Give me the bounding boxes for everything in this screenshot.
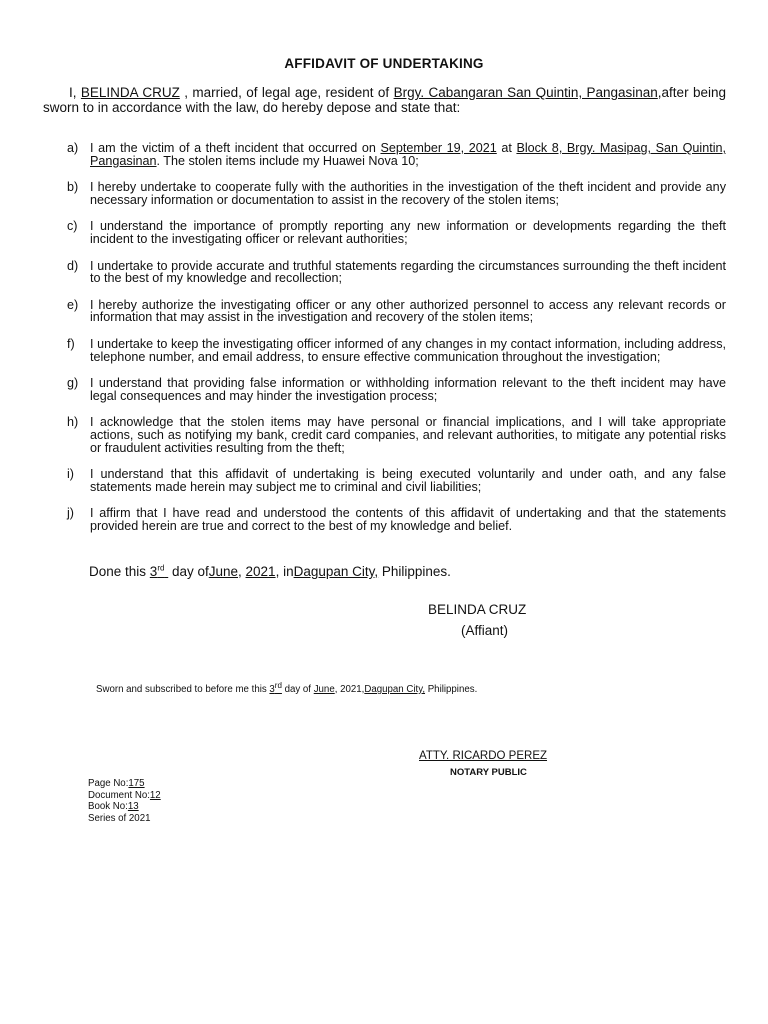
- item-label: h): [67, 415, 79, 430]
- affiant-address: Brgy. Cabangaran San Quintin, Pangasinan: [393, 85, 658, 100]
- notary-name: ATTY. RICARDO PEREZ: [419, 750, 548, 762]
- book-number-value: 13: [127, 801, 139, 812]
- jurat-line: [96, 680, 478, 695]
- done-comma: ,: [238, 564, 246, 579]
- sworn-prefix: Sworn and subscribed to before me this: [96, 684, 270, 695]
- item-label: g): [67, 376, 79, 391]
- sworn-day: [269, 680, 282, 695]
- intro-suffix: ,after being sworn to in accordance with the law, do hereby depose and state that:: [43, 85, 726, 115]
- sworn-suffix: Philippines.: [425, 684, 478, 695]
- done-day-number: 3: [149, 564, 158, 579]
- done-day: [150, 564, 168, 579]
- intro-paragraph: [43, 85, 726, 115]
- incident-place: Block 8, Brgy. Masipag, San Quintin, Pangasinan: [90, 141, 726, 168]
- item-text: I acknowledge that the stolen items may have personal or financial implications, and I will take appropriate actions, such as notifying my bank, credit card companies, and relevant authorities, to mitigate any potential risks or fraudulent activities resulting from the theft;: [90, 415, 726, 455]
- sworn-mid2: , 2021,: [334, 684, 365, 695]
- sworn-city: Dagupan City,: [364, 684, 426, 695]
- item-label: d): [67, 258, 79, 273]
- notarial-register-info: [88, 778, 161, 824]
- affiant-role: (Affiant): [461, 623, 509, 638]
- page-number-line: [88, 778, 161, 790]
- item-label: c): [67, 219, 78, 234]
- undertaking-list: [43, 142, 726, 546]
- item-text: I hereby undertake to cooperate fully with the authorities in the investigation of the theft incident and provide any necessary information or documentation to assist in the recovery of the stolen items;: [90, 180, 726, 207]
- item-text: I understand the importance of promptly reporting any new information or developments regarding the theft incident to the investigating officer or relevant authorities;: [90, 219, 726, 246]
- incident-date: September 19, 2021: [380, 141, 497, 155]
- sworn-day-suffix: rd: [274, 680, 282, 690]
- list-item-b: [43, 181, 726, 206]
- item-text: I affirm that I have read and understood the contents of this affidavit of undertaking and that the statements provided herein are true and correct to the best of my knowledge and belief.: [90, 506, 726, 533]
- done-city: Dagupan City,: [293, 564, 379, 579]
- affiant-signature-name: BELINDA CRUZ: [428, 602, 527, 617]
- item-a-text-3: . The stolen items include my Huawei Nova 10;: [156, 153, 419, 168]
- sworn-day-number: 3: [269, 684, 275, 695]
- item-label: f): [67, 336, 75, 351]
- list-item-h: [43, 416, 726, 454]
- document-number-value: 12: [149, 789, 161, 801]
- done-suffix: Philippines.: [378, 564, 451, 579]
- affiant-name-inline: BELINDA CRUZ: [80, 85, 180, 100]
- sworn-month: June: [313, 684, 335, 695]
- done-mid1: day of: [168, 564, 209, 579]
- document-title: AFFIDAVIT OF UNDERTAKING: [284, 56, 484, 71]
- document-number-label: Document No:: [88, 789, 150, 801]
- sworn-mid1: day of: [281, 684, 314, 695]
- item-label: i): [67, 467, 74, 482]
- item-text: I understand that this affidavit of undertaking is being executed voluntarily and under oath, and any false statements made herein may subject me to criminal and civil liabilities;: [90, 467, 726, 494]
- done-year: 2021: [245, 564, 276, 579]
- item-text: I understand that providing false information or withholding information relevant to the theft incident may have legal consequences and may hinder the investigation process;: [90, 376, 726, 403]
- list-item-g: [43, 377, 726, 402]
- list-item-c: [43, 220, 726, 245]
- list-item-f: [43, 338, 726, 363]
- list-item-i: [43, 468, 726, 493]
- item-label: a): [67, 141, 79, 155]
- intro-middle: , married, of legal age, resident of: [179, 85, 394, 100]
- item-text: I undertake to keep the investigating officer informed of any changes in my contact information, including address, telephone number, and email address, to ensure effective communication throughout the investigation;: [90, 336, 726, 364]
- item-text: I hereby authorize the investigating officer or any other authorized personnel to access any relevant records or information that may assist in the investigation and recovery of the stolen items;: [90, 297, 726, 325]
- item-label: j): [67, 506, 74, 521]
- done-day-suffix: rd: [157, 563, 165, 573]
- series-line: Series of 2021: [88, 812, 151, 824]
- item-text: I undertake to provide accurate and truthful statements regarding the circumstances surrounding the theft incident to the best of my knowledge and recollection;: [90, 258, 726, 286]
- done-mid2: , in: [275, 564, 294, 579]
- item-label: b): [67, 180, 79, 195]
- document-number-line: [88, 790, 161, 802]
- item-a-text-2: at: [496, 141, 517, 155]
- execution-line: [89, 564, 451, 579]
- list-item-j: [43, 507, 726, 532]
- done-prefix: Done this: [89, 564, 150, 579]
- list-item-e: [43, 299, 726, 324]
- item-label: e): [67, 297, 79, 312]
- list-item-d: [43, 260, 726, 285]
- book-number-label: Book No:: [88, 801, 128, 812]
- notary-role: NOTARY PUBLIC: [450, 767, 527, 778]
- page-number-label: Page No:: [88, 778, 129, 789]
- list-item-a: [43, 142, 726, 167]
- item-a-text-1: I am the victim of a theft incident that occurred on: [90, 141, 381, 155]
- intro-prefix: I,: [69, 85, 81, 100]
- book-number-line: [88, 801, 161, 813]
- page-number-value: 175: [128, 778, 145, 789]
- done-month: June: [208, 564, 239, 579]
